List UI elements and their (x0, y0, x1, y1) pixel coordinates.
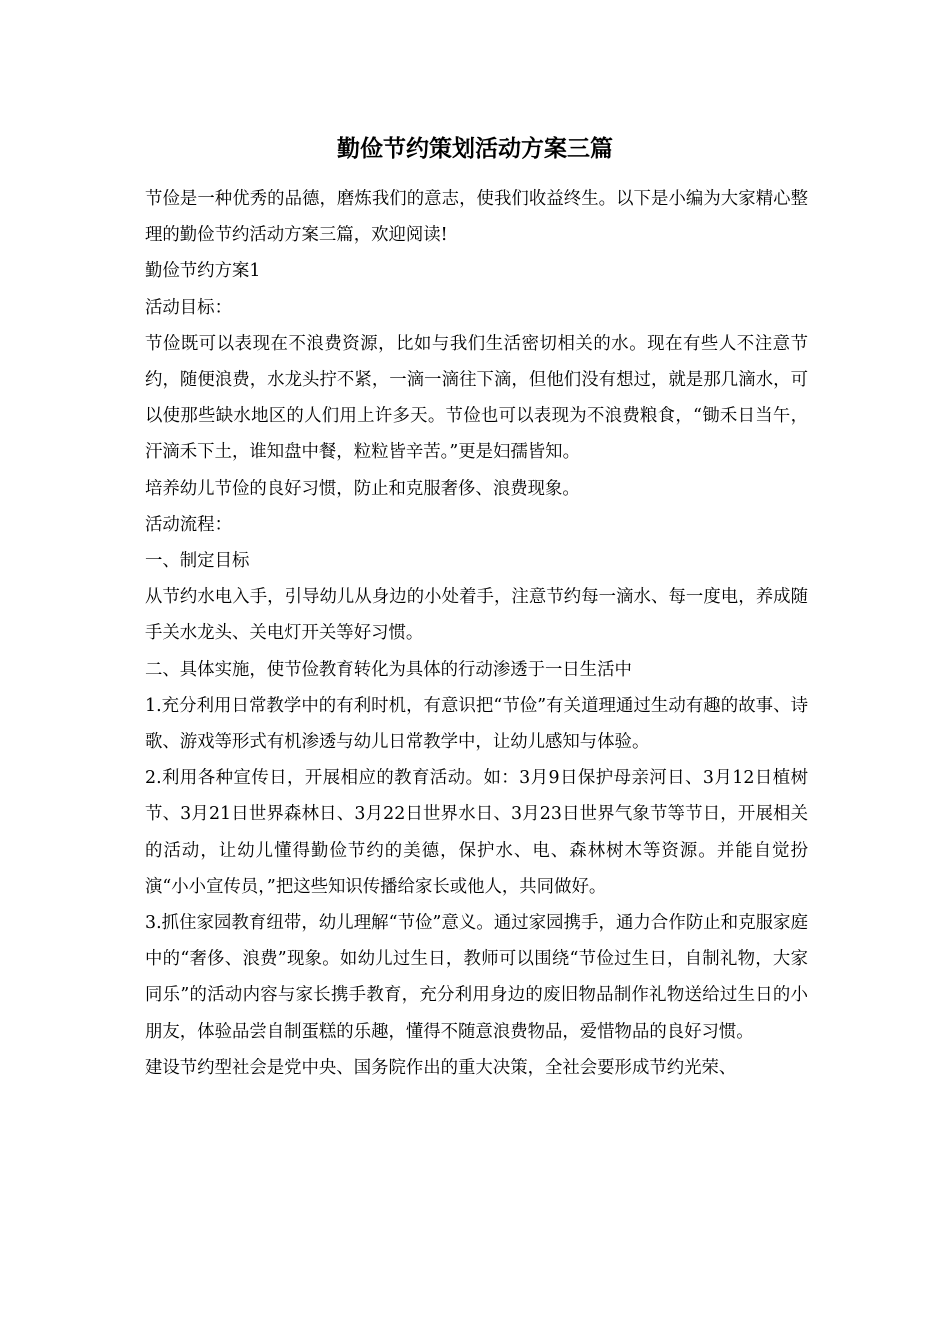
intro-paragraph: 节俭是一种优秀的品德，磨炼我们的意志，使我们收益终生。以下是小编为大家精心整理的勤俭节约活动方案三篇，欢迎阅读! (145, 189, 808, 246)
section-heading-plan-1: 勤俭节约方案1 (145, 261, 261, 282)
list-item-home-school: 3.抓住家园教育纽带，幼儿理解“节俭”意义。通过家园携手，通力合作防止和克服家庭中的“奢侈、浪费”现象。如幼儿过生日，教师可以围绕“节俭过生日，自制礼物，大家同乐”的活动内容与家长携手教育，充分利用身边的废旧物品制作礼物送给过生日的小朋友，体验品尝自制蛋糕的乐趣，懂得不随意浪费物品，爱惜物品的良好习惯。 (145, 913, 808, 1042)
paragraph-thrift-examples: 节俭既可以表现在不浪费资源，比如与我们生活密切相关的水。现在有些人不注意节约，随便浪费，水龙头拧不紧，一滴一滴往下滴，但他们没有想过，就是那几滴水，可以使那些缺水地区的人们用上许多天。节俭也可以表现为不浪费粮食，“锄禾日当午，汗滴禾下土，谁知盘中餐，粒粒皆辛苦。”更是妇孺皆知。 (145, 333, 808, 463)
paragraph-save-water-electricity: 从节约水电入手，引导幼儿从身边的小处着手，注意节约每一滴水、每一度电，养成随手关水龙头、关电灯开关等好习惯。 (145, 587, 808, 644)
step-heading-set-goals: 一、制定目标 (145, 551, 250, 572)
paragraph-goal-statement: 培养幼儿节俭的良好习惯，防止和克服奢侈、浪费现象。 (145, 478, 580, 499)
list-item-publicity-days: 2.利用各种宣传日，开展相应的教育活动。如：3月9日保护母亲河日、3月12日植树节、3月21日世界森林日、3月22日世界水日、3月23日世界气象节等节日，开展相关的活动，让幼儿懂得勤俭节约的美德，保护水、电、森林树木等资源。并能自觉扮演“小小宣传员，”把这些知识传播给家长或他人，共同做好。 (145, 768, 808, 897)
document-body (145, 181, 808, 1086)
document-title: 勤俭节约策划活动方案三篇 (337, 135, 613, 162)
subheading-activity-goals: 活动目标： (145, 297, 232, 318)
paragraph-conservation-society: 建设节约型社会是党中央、国务院作出的重大决策，全社会要形成节约光荣、 (145, 1057, 737, 1078)
list-item-teaching: 1.充分利用日常教学中的有利时机，有意识把“节俭”有关道理通过生动有趣的故事、诗歌、游戏等形式有机渗透与幼儿日常教学中，让幼儿感知与体验。 (145, 695, 808, 753)
step-heading-implementation: 二、具体实施，使节俭教育转化为具体的行动渗透于一日生活中 (145, 659, 632, 680)
subheading-activity-process: 活动流程： (145, 514, 232, 535)
